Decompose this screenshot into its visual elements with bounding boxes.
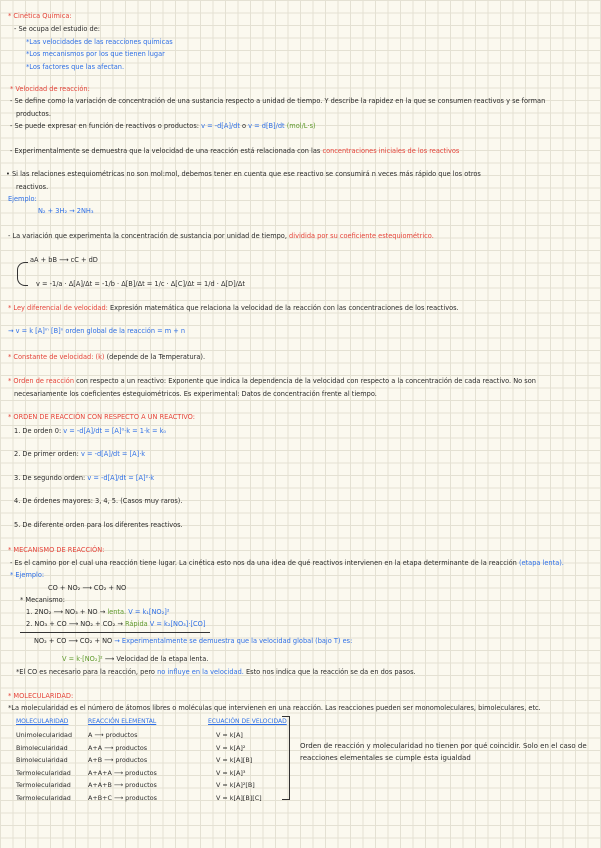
note-text: v = -d[A]/dt <box>201 122 240 130</box>
note-text: - Experimentalmente se demuestra que la velocidad de una reacción está relacionada con las <box>10 147 323 155</box>
note-text: * MOLECULARIDAD: <box>8 692 74 700</box>
note-line <box>14 474 154 483</box>
table-header: ECUACIÓN DE VELOCIDAD <box>208 718 287 725</box>
note-line <box>10 97 545 106</box>
note-text: * Velocidad de reacción: <box>10 85 90 93</box>
note-text: * Mecanismo: <box>20 596 65 604</box>
note-line <box>26 608 169 617</box>
note-text: V = k·[NO₂]² <box>62 655 103 663</box>
note-text: * Cinética Química: <box>8 12 72 20</box>
note-text: - Se ocupa del estudio de: <box>14 25 101 33</box>
note-line <box>26 38 173 47</box>
note-line <box>30 256 98 265</box>
note-text: lenta. <box>107 608 129 616</box>
note-text: 5. De diferente orden para los diferentes reactivos. <box>14 521 183 529</box>
note-text: v = -d[A]/dt = [A]⁰·k = 1·k = k₀ <box>63 427 167 435</box>
note-text: ⟶ Velocidad de la etapa lenta. <box>102 655 209 663</box>
note-text: - Se define como la variación de concentración de una sustancia respecto a unidad de tiempo. Y describe la rapidez en la que se consumen reactivos y se forman <box>10 97 546 105</box>
note-line <box>8 377 536 386</box>
table-cell: V = k[A]² <box>216 743 246 752</box>
note-text: → v = k [A]ᵐ [B]ⁿ orden global de la reacción = m + n <box>8 327 186 335</box>
note-text: con respecto a un reactivo: Exponente que indica la dependencia de la velocidad con respecto a la concentración de cada reactivo. No son <box>74 377 536 385</box>
sum-rule-line <box>20 632 210 633</box>
note-text: (etapa lenta). <box>518 559 564 567</box>
note-text: no influye en la velocidad. <box>157 668 244 676</box>
table-cell: Termolecularidad <box>16 768 71 777</box>
note-text: 1. De orden 0: <box>14 427 64 435</box>
note-text: 3. De segundo orden: <box>14 474 88 482</box>
note-text: Expresión matemática que relaciona la velocidad de la reacción con las concentraciones de los reactivos. <box>107 304 459 312</box>
table-cell: Termolecularidad <box>16 781 71 789</box>
arrow-curve <box>17 262 28 286</box>
molecularity-note: Orden de reacción y molecularidad no tienen por qué coincidir. Solo en el caso de reacciones elementales se cumple esta igualdad <box>300 742 587 762</box>
table-cell: V = k[A]³ <box>216 768 246 777</box>
note-line <box>16 110 51 119</box>
note-line <box>36 280 245 289</box>
note-text: o <box>239 122 249 130</box>
note-line <box>14 390 377 399</box>
note-text: - La variación que experimenta la concentración de sustancia por unidad de tiempo, <box>8 232 290 240</box>
note-text: productos. <box>16 110 51 118</box>
note-line <box>26 620 205 629</box>
note-line <box>34 637 352 646</box>
note-line <box>16 183 48 192</box>
table-header: REACCIÓN ELEMENTAL <box>88 718 157 725</box>
note-line <box>10 85 90 94</box>
note-line <box>14 25 100 34</box>
table-cell: Termolecularidad <box>16 793 71 802</box>
bracket <box>282 716 290 800</box>
note-line <box>26 50 165 59</box>
note-line <box>48 584 126 593</box>
note-text: CO + NO₂ ⟶ CO₂ + NO <box>48 584 127 592</box>
note-text: * Ejemplo: <box>10 571 45 579</box>
note-text: *Los factores que las afectan. <box>26 63 125 71</box>
note-text: reactivos. <box>16 183 49 191</box>
note-text: NO₂ + CO ⟶ CO₂ + NO <box>34 637 115 645</box>
note-text: → Experimentalmente se demuestra que la velocidad global (bajo T) es: <box>114 637 353 645</box>
note-text: * ORDEN DE REACCIÓN CON RESPECTO A UN REACTIVO: <box>8 413 195 421</box>
note-line <box>26 63 124 72</box>
note-text: 1. 2NO₂ ⟶ NO₃ + NO → <box>26 608 108 616</box>
table-cell: V = k[A]²[B] <box>216 781 255 789</box>
note-line <box>16 668 416 677</box>
table-header: MOLECULARIDAD <box>16 718 69 725</box>
note-line <box>38 207 94 216</box>
table-cell: V = k[A][B] <box>216 756 253 764</box>
note-text: * MECANISMO DE REACCIÓN: <box>8 546 105 554</box>
note-line <box>20 596 65 605</box>
note-line <box>8 304 459 313</box>
note-line <box>14 427 166 436</box>
note-text: 2. De primer orden: <box>14 450 81 458</box>
note-text: *Las velocidades de las reacciones químicas <box>26 38 173 46</box>
note-line <box>8 232 434 241</box>
note-text: aA + bB ⟶ cC + dD <box>30 256 98 264</box>
note-line <box>10 559 564 568</box>
note-text: * Orden de reacción <box>8 377 74 385</box>
table-cell: Bimolecularidad <box>16 743 68 752</box>
note-text: • Si las relaciones estequiométricas no son mol:mol, debemos tener en cuenta que ese reactivo se consumirá n veces más rápido que los otros <box>6 170 481 178</box>
note-text: V = k₂[NO₃]·[CO] <box>149 620 206 628</box>
note-text: N₂ + 3H₂ → 2NH₃ <box>38 207 94 215</box>
note-line <box>14 521 183 530</box>
note-line <box>8 413 195 422</box>
note-text: * Ley diferencial de velocidad: <box>8 304 108 312</box>
note-line <box>14 497 182 506</box>
table-cell: Bimolecularidad <box>16 756 68 764</box>
table-cell: A+A+A ⟶ productos <box>88 768 157 777</box>
note-line <box>62 655 208 664</box>
note-text: necesariamente los coeficientes estequiométricos. Es experimental: Datos de concentración frente al tiempo. <box>14 390 377 398</box>
table-cell: V = k[A] <box>216 731 243 739</box>
note-line <box>8 704 541 713</box>
note-text: *El CO es necesario para la reacción, pero <box>16 668 158 676</box>
note-text: 4. De órdenes mayores: 3, 4, 5. (Casos muy raros). <box>14 497 183 505</box>
note-text: * Constante de velocidad: (k) <box>8 353 105 361</box>
note-line <box>8 546 104 555</box>
note-text: (mol/L·s) <box>284 122 316 130</box>
table-cell: A+B ⟶ productos <box>88 756 148 764</box>
note-line <box>8 692 73 701</box>
note-text: v = -d[A]/dt = [A]·k <box>81 450 146 458</box>
table-cell: A+A+B ⟶ productos <box>88 781 157 789</box>
note-text: Ejemplo: <box>8 195 37 203</box>
note-line <box>8 327 185 336</box>
note-line <box>14 450 145 459</box>
note-text: Rápida <box>124 620 150 628</box>
note-text: 2. NO₃ + CO ⟶ NO₂ + CO₂ → <box>26 620 125 628</box>
note-text: v = -1/a · Δ[A]/Δt = -1/b · Δ[B]/Δt = 1/c · Δ[C]/Δt = 1/d · Δ[D]/Δt <box>36 280 245 288</box>
table-cell: A ⟶ productos <box>88 731 138 739</box>
note-text: dividida por su coeficiente estequiométrico. <box>289 232 434 240</box>
note-text: v = -d[A]/dt = [A]²·k <box>87 474 155 482</box>
note-text: V = k₁[NO₂]² <box>128 608 170 616</box>
note-line <box>8 12 72 21</box>
note-text: v = d[B]/dt <box>248 122 285 130</box>
note-text: *Los mecanismos por los que tienen lugar <box>26 50 165 58</box>
note-text: concentraciones iniciales de los reactivos <box>322 147 460 155</box>
note-text: Esto nos indica que la reacción se da en dos pasos. <box>243 668 416 676</box>
note-line <box>8 195 37 204</box>
note-text: *La molecularidad es el número de átomos libres o moléculas que intervienen en una reacción. Las reacciones pueden ser monomoleculares, bimoleculares, etc. <box>8 704 541 712</box>
note-text: - Se puede expresar en función de reactivos o productos: <box>10 122 202 130</box>
note-line <box>6 170 481 179</box>
note-line <box>10 147 459 156</box>
table-cell: A+B+C ⟶ productos <box>88 793 157 802</box>
note-line <box>10 122 316 131</box>
table-cell: A+A ⟶ productos <box>88 743 148 752</box>
note-line <box>8 353 205 362</box>
table-cell: V = k[A][B][C] <box>216 793 262 802</box>
table-cell: Unimolecularidad <box>16 731 73 739</box>
note-text: (depende de la Temperatura). <box>104 353 206 361</box>
note-line <box>10 571 44 580</box>
note-text: - Es el camino por el cual una reacción tiene lugar. La cinética esto nos da una idea de qué reactivos intervienen en la etapa determinante de la reacción <box>10 559 519 567</box>
